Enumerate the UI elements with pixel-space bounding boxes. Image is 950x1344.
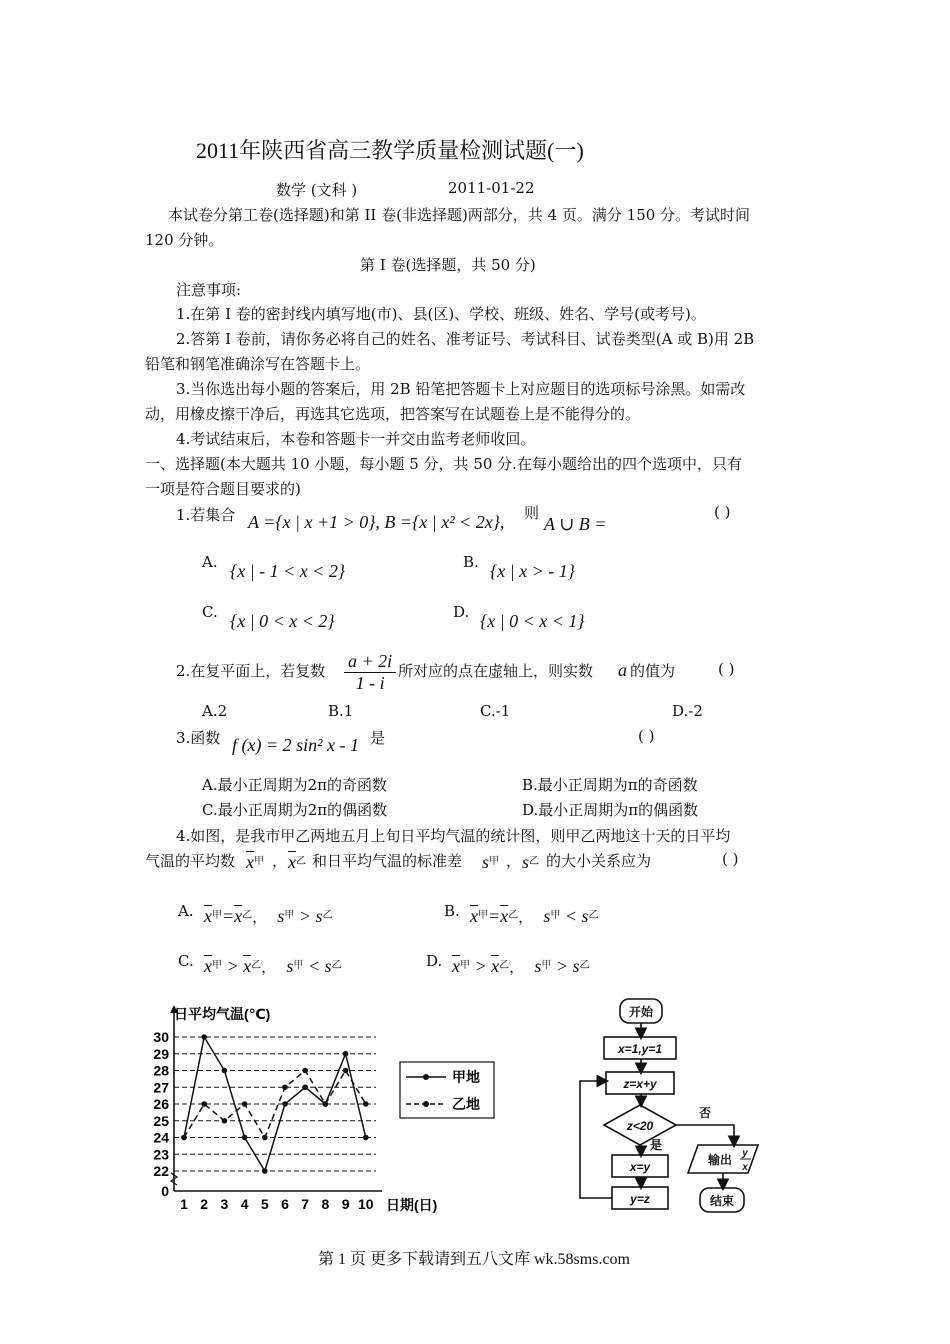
q4-line-2b: 和日平均气温的标准差 bbox=[312, 852, 463, 870]
chart-legend-marker bbox=[423, 1074, 429, 1080]
chart-x-tick-label: 3 bbox=[220, 1196, 229, 1212]
q3-stem: 3.函数 bbox=[176, 729, 221, 747]
flow-yes-label: 是 bbox=[649, 1138, 663, 1152]
chart-point bbox=[323, 1101, 329, 1107]
subject: 数学 (文科 ) bbox=[276, 181, 358, 199]
q4-option-c: $\overline{x}^甲 > \overline{x}^乙$， $s^甲 < s^乙$ bbox=[204, 956, 342, 976]
chart-point bbox=[262, 1135, 268, 1141]
chart-point bbox=[201, 1034, 207, 1040]
chart-point bbox=[242, 1101, 248, 1107]
q4-line-2a: 气温的平均数 bbox=[145, 852, 236, 870]
q4-line-1: 4.如图，是我市甲乙两地五月上旬日平均气温的统计图，则甲乙两地这十天的日平均 bbox=[176, 827, 731, 845]
q2-stem: 2.在复平面上，若复数 bbox=[176, 662, 326, 680]
chart-y-tick-label: 26 bbox=[153, 1096, 169, 1112]
section-line-2: 一项是符合题目要求的) bbox=[145, 480, 301, 498]
q3-option-a: A.最小正周期为2π的奇函数 bbox=[202, 776, 388, 794]
chart-point bbox=[201, 1101, 207, 1107]
chart-point bbox=[302, 1068, 308, 1074]
q1-option-c: {x | 0 < x < 2} bbox=[230, 611, 335, 631]
flow-init-text: x=1,y=1 bbox=[617, 1042, 663, 1056]
q1-stem: 1.若集合 bbox=[176, 506, 236, 524]
q1-option-a-label: A. bbox=[202, 553, 218, 571]
notice-3a: 3.当你选出每小题的答案后，用 2B 铅笔把答题卡上对应题目的选项标号涂黑。如需改 bbox=[176, 380, 746, 398]
q4-sd-jia: $s^甲$ bbox=[482, 852, 500, 872]
chart-point bbox=[363, 1101, 369, 1107]
q4-comma-2: ， bbox=[506, 852, 522, 870]
notice-heading: 注意事项: bbox=[176, 281, 242, 299]
q3-tail: 是 bbox=[370, 729, 386, 747]
q3-option-c: C.最小正周期为2π的偶函数 bbox=[202, 801, 388, 819]
q4-mean-jia: $\overline{x}^甲$ bbox=[246, 852, 264, 872]
q2-numerator: a + 2i bbox=[344, 651, 396, 673]
q4-option-c-label: C. bbox=[178, 952, 194, 970]
part-heading: 第 I 卷(选择题，共 50 分) bbox=[360, 256, 536, 274]
page-footer: 第 1 页 更多下载请到五八文库 wk.58sms.com bbox=[318, 1251, 631, 1268]
q4-sd-yi: $s^乙$ bbox=[522, 852, 540, 872]
q2-tail: 的值为 bbox=[630, 662, 676, 680]
temperature-chart bbox=[150, 995, 510, 1220]
chart-x-tick-label: 5 bbox=[260, 1196, 269, 1212]
q1-option-d: {x | 0 < x < 1} bbox=[480, 611, 585, 631]
q2-fraction bbox=[344, 651, 396, 694]
notice-1: 1.在第 I 卷的密封线内填写地(市)、县(区)、学校、班级、姓名、学号(或考号)。 bbox=[176, 305, 706, 323]
q2-option-b: B.1 bbox=[328, 702, 354, 720]
chart-point bbox=[343, 1068, 349, 1074]
q4-comma-1: ， bbox=[272, 852, 288, 870]
q4-option-b-label: B. bbox=[444, 902, 460, 920]
q1-expression: A ={x | x +1 > 0}, B ={x | x² < 2x}, bbox=[248, 512, 505, 532]
notice-2a: 2.答第 I 卷前，请你务必将自己的姓名、准考证号、考试科目、试卷类型(A 或 B)用 2B bbox=[176, 330, 755, 348]
chart-x-tick-label: 8 bbox=[321, 1196, 330, 1212]
q1-option-b: {x | x > - 1} bbox=[490, 561, 575, 581]
notice-2b: 铅笔和钢笔准确涂写在答题卡上。 bbox=[145, 355, 371, 373]
chart-legend-label: 甲地 bbox=[452, 1069, 480, 1085]
q1-option-c-label: C. bbox=[202, 603, 218, 621]
chart-x-tick-label: 9 bbox=[341, 1196, 350, 1212]
chart-y-tick-label: 29 bbox=[153, 1045, 169, 1062]
chart-y-axis-label: 日平均气温(℃) bbox=[174, 1006, 271, 1022]
q2-middle: 所对应的点在虚轴上，则实数 bbox=[398, 662, 594, 680]
chart-y-tick-label: 22 bbox=[153, 1163, 169, 1179]
flow-end-text: 结束 bbox=[709, 1194, 735, 1208]
chart-point bbox=[242, 1135, 248, 1141]
chart-y-tick-label: 0 bbox=[161, 1183, 169, 1199]
page-title: 2011年陕西省高三教学质量检测试题(一) bbox=[196, 138, 584, 163]
q4-line-2c: 的大小关系应为 bbox=[546, 852, 652, 870]
q1-union: A ∪ B = bbox=[544, 514, 607, 534]
notice-3b: 动，用橡皮擦干净后，再选其它选项，把答案写在试题卷上是不能得分的。 bbox=[145, 405, 641, 423]
notice-4: 4.考试结束后，本卷和答题卡一并交由监考老师收回。 bbox=[176, 430, 536, 448]
chart-x-tick-label: 6 bbox=[281, 1196, 289, 1212]
chart-point bbox=[302, 1084, 308, 1090]
q2-option-c: C.-1 bbox=[480, 702, 511, 720]
q4-option-d-label: D. bbox=[426, 952, 443, 970]
chart-point bbox=[363, 1135, 369, 1141]
chart-axis-break bbox=[171, 1173, 177, 1185]
q1-option-a: {x | - 1 < x < 2} bbox=[230, 561, 346, 581]
q3-expression: f (x) = 2 sin² x - 1 bbox=[232, 735, 360, 755]
q4-option-a: $\overline{x}^甲=\overline{x}^乙$， $s^甲 > s^乙$ bbox=[204, 906, 333, 926]
flow-output-numerator: y bbox=[742, 1148, 748, 1159]
q2-option-d: D.-2 bbox=[672, 702, 703, 720]
chart-y-tick-label: 24 bbox=[153, 1129, 169, 1146]
exam-date: 2011-01-22 bbox=[448, 179, 535, 197]
q1-then: 则 bbox=[524, 504, 540, 522]
chart-point bbox=[343, 1051, 349, 1057]
chart-legend-marker bbox=[423, 1101, 429, 1107]
flow-output-denominator: x bbox=[742, 1162, 748, 1173]
flow-start-text: 开始 bbox=[628, 1005, 654, 1019]
q2-option-a: A.2 bbox=[202, 702, 228, 720]
chart-y-tick-label: 30 bbox=[153, 1029, 169, 1045]
chart-x-axis-label: 日期(日) bbox=[386, 1197, 438, 1213]
flow-output-text: 输出 bbox=[707, 1153, 733, 1167]
flow-assign-text: z=x+y bbox=[623, 1077, 657, 1091]
q1-answer-paren: ( ) bbox=[714, 503, 731, 521]
chart-x-tick-label: 4 bbox=[240, 1196, 249, 1212]
chart-x-tick-label: 1 bbox=[180, 1196, 188, 1212]
q4-mean-yi: $\overline{x}^乙$ bbox=[288, 852, 306, 872]
q3-option-d: D.最小正周期为π的偶函数 bbox=[522, 801, 699, 819]
chart-point bbox=[222, 1118, 228, 1124]
chart-y-tick-label: 23 bbox=[153, 1146, 169, 1163]
intro-line-1: 本试卷分第工卷(选择题)和第 II 卷(非选择题)两部分，共 4 页。满分 150 分。考试时间 bbox=[168, 206, 751, 224]
q3-option-b: B.最小正周期为π的奇函数 bbox=[522, 776, 698, 794]
q3-answer-paren: ( ) bbox=[638, 727, 655, 745]
q4-option-d: $\overline{x}^甲 > \overline{x}^乙$， $s^甲 > s^乙$ bbox=[452, 956, 590, 976]
q1-option-d-label: D. bbox=[453, 603, 470, 621]
flowchart bbox=[568, 995, 793, 1220]
q2-denominator: 1 - i bbox=[355, 673, 385, 693]
q2-answer-paren: ( ) bbox=[718, 660, 735, 678]
chart-y-tick-label: 27 bbox=[153, 1079, 169, 1096]
chart-point bbox=[181, 1135, 187, 1141]
flow-step1-text: x=y bbox=[629, 1160, 651, 1174]
q4-answer-paren: ( ) bbox=[722, 850, 739, 868]
flow-condition-text: z<20 bbox=[626, 1119, 654, 1133]
chart-x-tick-label: 2 bbox=[200, 1196, 209, 1212]
section-line-1: 一、选择题(本大题共 10 小题，每小题 5 分，共 50 分.在每小题给出的四个选项中，只有 bbox=[145, 455, 742, 473]
chart-point bbox=[262, 1168, 268, 1174]
q2-variable: a bbox=[618, 660, 627, 680]
chart-point bbox=[222, 1068, 228, 1074]
q1-option-b-label: B. bbox=[463, 553, 479, 571]
chart-x-tick-label: 7 bbox=[301, 1196, 310, 1212]
chart-y-tick-label: 25 bbox=[153, 1112, 169, 1129]
flow-no-label: 否 bbox=[698, 1106, 712, 1120]
flow-step2-text: y=z bbox=[630, 1192, 650, 1206]
chart-point bbox=[282, 1084, 288, 1090]
chart-point bbox=[282, 1101, 288, 1107]
q4-option-a-label: A. bbox=[178, 902, 194, 920]
chart-x-tick-label: 10 bbox=[358, 1196, 374, 1212]
chart-y-tick-label: 28 bbox=[153, 1062, 169, 1079]
chart-legend-label: 乙地 bbox=[452, 1096, 480, 1112]
intro-line-2: 120 分钟。 bbox=[145, 231, 224, 249]
q4-option-b: $\overline{x}^甲=\overline{x}^乙$， $s^甲 < s^乙$ bbox=[470, 906, 599, 926]
